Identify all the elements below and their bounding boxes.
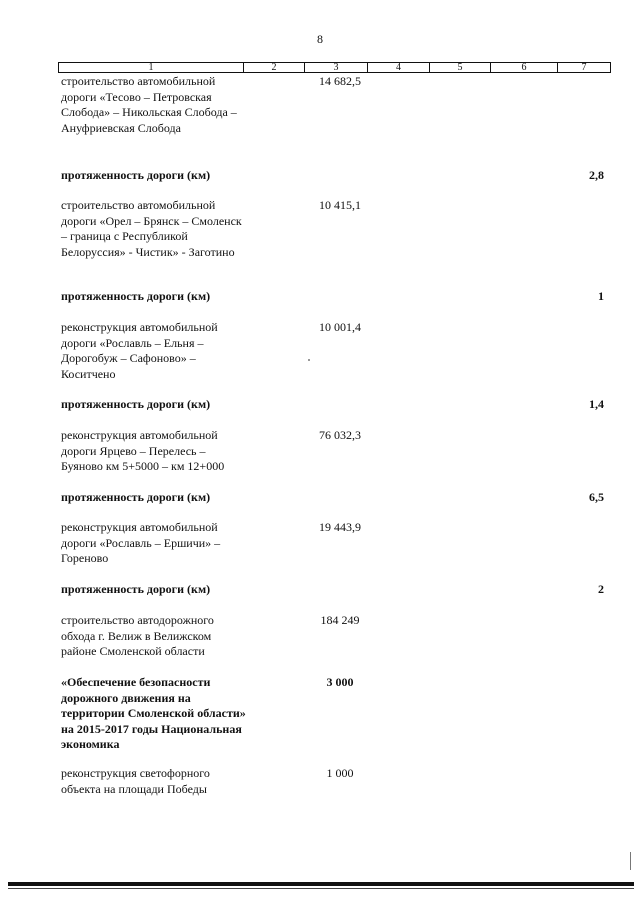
footer-rule-thin [8, 888, 634, 889]
footer-rule [8, 882, 634, 886]
road-length-value: 2,8 [589, 168, 604, 182]
column-header-2: 2 [244, 63, 305, 72]
project-description: реконструкция автомобильной дороги Ярцево – Перелесь – Буяново км 5+5000 – км 12+000 [61, 428, 225, 473]
road-length-value: 6,5 [589, 490, 604, 504]
project-amount: 76 032,3 [319, 428, 361, 442]
project-description: реконструкция светофорного объекта на площади Победы [61, 766, 210, 796]
road-length-value: 1 [598, 289, 604, 303]
project-description: строительство автодорожного обхода г. Велиж в Велижском районе Смоленской области [61, 613, 214, 658]
margin-mark [630, 852, 631, 870]
project-description: строительство автомобильной дороги «Тесово – Петровская Слобода» – Никольская Слобода – Ануфриевская Слобода [61, 74, 237, 135]
road-length-label: протяженность дороги (км) [61, 397, 211, 411]
road-length-label: протяженность дороги (км) [61, 582, 211, 596]
column-header-4: 4 [368, 63, 430, 72]
road-length-label: протяженность дороги (км) [61, 289, 211, 303]
column-header-1: 1 [59, 63, 244, 72]
page-number: 8 [317, 32, 323, 46]
road-length-label: протяженность дороги (км) [61, 490, 211, 504]
project-description: строительство автомобильной дороги «Орел – Брянск – Смоленск – граница с Республикой Белоруссия» - Чистик» - Заготино [61, 198, 242, 259]
project-amount: 14 682,5 [319, 74, 361, 88]
project-amount: 10 415,1 [319, 198, 361, 212]
column-header-3: 3 [305, 63, 368, 72]
project-amount: 19 443,9 [319, 520, 361, 534]
table-header [58, 62, 611, 73]
column-header-6: 6 [491, 63, 558, 72]
column-header-7: 7 [581, 62, 587, 73]
column-header-5: 5 [430, 63, 491, 72]
scan-speck [308, 359, 310, 361]
program-title: «Обеспечение безопасности дорожного движения на территории Смоленской области» на 2015-2017 годы Национальная экономика [61, 675, 246, 751]
road-length-label: протяженность дороги (км) [61, 168, 211, 182]
road-length-value: 2 [598, 582, 604, 596]
project-amount: 10 001,4 [319, 320, 361, 334]
project-description: реконструкция автомобильной дороги «Рославль – Ершичи» – Гореново [61, 520, 221, 565]
project-description: реконструкция автомобильной дороги «Рославль – Ельня – Дорогобуж – Сафоново» – Коситчено [61, 320, 218, 381]
project-amount: 184 249 [320, 613, 360, 627]
project-amount: 1 000 [326, 766, 354, 780]
program-amount: 3 000 [326, 675, 354, 689]
road-length-value: 1,4 [589, 397, 604, 411]
